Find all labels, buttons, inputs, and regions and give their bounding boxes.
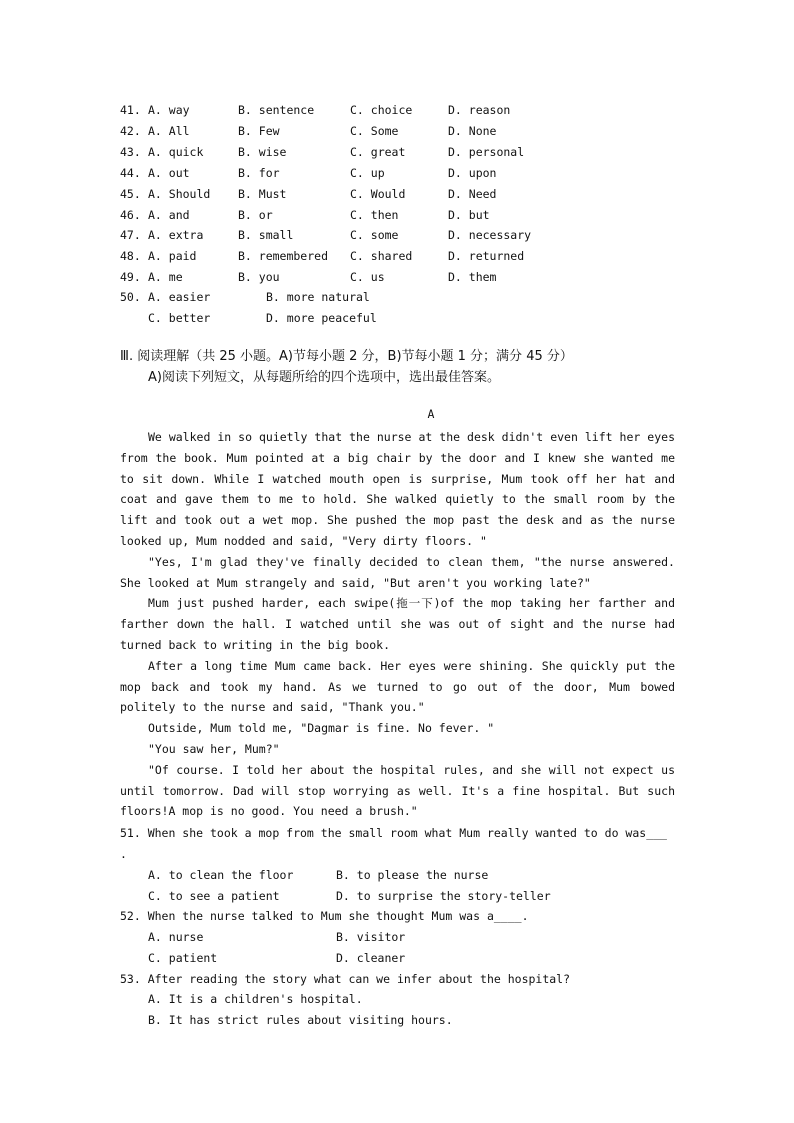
option-b: B. small	[238, 228, 294, 243]
option-a: A. nurse	[148, 930, 204, 944]
option-b: B. visitor	[336, 930, 406, 944]
option-d: D. them	[448, 270, 497, 285]
option-c: C. better	[148, 311, 211, 325]
option-b: B. for	[238, 165, 280, 180]
option-d: D. upon	[448, 165, 497, 180]
option-d: D. Need	[448, 186, 497, 201]
passage-body	[120, 427, 675, 822]
option-b: B. It has strict rules about visiting hours.	[148, 1013, 453, 1027]
option-b: B. wise	[238, 144, 287, 159]
option-a: A. quick	[148, 144, 204, 159]
option-b: B. Must	[238, 186, 287, 201]
paragraph: "Yes, I'm glad they've finally decided to clean them, "the nurse answered. She looked at Mum strangely and said, "But aren't you working late?"	[120, 554, 675, 590]
section-title: Ⅲ. 阅读理解（共 25 小题。A)节每小题 2 分，B)节每小题 1 分；满分 45 分）	[120, 349, 573, 364]
option-a: A. out	[148, 165, 190, 180]
passage-label: A	[427, 407, 435, 421]
question-stem-cont: .	[120, 846, 127, 861]
option-c: C. Some	[350, 123, 399, 138]
question-number: 45.	[120, 186, 141, 201]
question-stem: 51. When she took a mop from the small room what Mum really wanted to do was___	[120, 826, 667, 840]
option-a: A. and	[148, 207, 190, 222]
option-d: D. returned	[448, 249, 525, 264]
option-b: B. to please the nurse	[336, 868, 489, 882]
option-c: C. Would	[350, 186, 406, 201]
option-c: C. patient	[148, 951, 218, 965]
option-a: A. paid	[148, 249, 197, 264]
option-c: C. us	[350, 270, 385, 285]
option-a: A. easier	[148, 290, 211, 304]
option-d: D. more peaceful	[266, 311, 377, 325]
option-d: D. cleaner	[336, 951, 406, 965]
option-a: A. It is a children's hospital.	[148, 992, 363, 1006]
option-d: D. necessary	[448, 228, 532, 243]
question-number: 42.	[120, 123, 141, 138]
option-b: B. remembered	[238, 249, 329, 264]
option-d: D. None	[448, 123, 497, 138]
question-number: 49.	[120, 270, 141, 285]
option-a: A. extra	[148, 228, 204, 243]
option-c: C. to see a patient	[148, 889, 280, 903]
exam-page: 41. A. way B. sentence C. choice D. reason 42. A. All B. Few C. Some D. None 43. A. quick B. wise C. great D. personal 44. A. out B. for C. up D. upon 45. A. Should B. Must C. Would D. Need 46. A. and B. or C. then D. but 47. A. extra B. small C. some D. necessary 48. A. paid B. remembered C. shared D. returned 49. A. me B. you C. us D. them 50. A. easier B. more natural C. better D. more peaceful Ⅲ. 阅读理解（共 25 小题。A)节每小题 2 分，B)节每小题 1 分；满分 45 分） A)阅读下列短文，从每题所给的四个选项中，选出最佳答案。 A We walked in so quietly that the nurse at the desk didn't even lift her eyes from the book. Mum pointed at a big chair by the door and I knew she wanted me to sit down. While I watched mouth open is surprise, Mum took off her hat and coat and gave them to me to hold. She walked quietly to the small room by the lift and took out a wet mop. She pushed the mop past the desk and as the nurse looked up, Mum nodded and said, "Very dirty floors. " "Yes, I'm glad they've finally decided to clean them, "the nurse answered. She looked at Mum strangely and said, "But aren't you working late?" Mum just pushed harder, each swipe(拖一下)of the mop taking her farther and farther down the hall. I watched until she was out of sight and the nurse had turned back to writing in the big book. After a long time Mum came back. Her eyes were shining. She quickly put the mop back and took my hand. As we turned to go out of the door, Mum bowed politely to the nurse and said, "Thank you." Outside, Mum told me, "Dagmar is fine. No fever. " "You saw her, Mum?" "Of course. I told her about the hospital rules, and she will not expect us until tomorrow. Dad will stop worrying as well. It's a fine hospital. But such floors!A mop is no good. You need a brush." 51. When she took a mop from the small room what Mum really wanted to do was___ . A. to clean the floor B. to please the nurse C. to see a patient D. to surprise the story-teller 52. When the nurse talked to Mum she thought Mum was a____. A. nurse B. visitor C. patient D. cleaner 53. After reading the story what can we infer about the hospital? A. It is a children's hospital. B. It has strict rules about visiting hours.	[0, 0, 794, 1123]
paragraph: "You saw her, Mum?"	[148, 741, 280, 756]
option-d: D. to surprise the story-teller	[336, 889, 551, 903]
option-b: B. sentence	[238, 103, 315, 117]
paragraph: After a long time Mum came back. Her eyes were shining. She quickly put the mop back and took my hand. As we turned to go out of the door, Mum bowed politely to the nurse and said, "Thank you."	[120, 658, 675, 715]
option-c: C. up	[350, 165, 385, 180]
question-number: 44.	[120, 165, 141, 180]
option-a: A. Should	[148, 186, 211, 201]
question-number: 47.	[120, 228, 141, 243]
question-number: 41.	[120, 103, 141, 117]
option-b: B. Few	[238, 123, 280, 138]
option-a: A. me	[148, 270, 183, 285]
option-a: A. to clean the floor	[148, 868, 294, 882]
option-a: A. way	[148, 103, 190, 117]
option-d: D. personal	[448, 144, 525, 159]
question-number: 46.	[120, 207, 141, 222]
option-b: B. more natural	[266, 290, 370, 304]
section-instruction: A)阅读下列短文，从每题所给的四个选项中，选出最佳答案。	[148, 370, 500, 385]
option-c: C. choice	[350, 103, 413, 117]
question-51	[120, 823, 680, 865]
option-b: B. or	[238, 207, 273, 222]
paragraph: "Of course. I told her about the hospital rules, and she will not expect us until tomorrow. Dad will stop worrying as well. It's a fine hospital. But such floors!A mop is no good. You need a brush."	[120, 762, 675, 819]
option-d: D. reason	[448, 103, 511, 117]
option-c: C. then	[350, 207, 399, 222]
option-d: D. but	[448, 207, 490, 222]
paragraph: We walked in so quietly that the nurse at the desk didn't even lift her eyes from the book. Mum pointed at a big chair by the door and I knew she wanted me to sit down. While I watched mouth open is surprise, Mum took off her hat and coat and gave them to me to hold. She walked quietly to the small room by the lift and took out a wet mop. She pushed the mop past the desk and as the nurse looked up, Mum nodded and said, "Very dirty floors. "	[120, 430, 675, 548]
option-c: C. shared	[350, 249, 413, 264]
option-b: B. you	[238, 270, 280, 285]
paragraph: Outside, Mum told me, "Dagmar is fine. No fever. "	[148, 721, 495, 736]
question-number: 48.	[120, 249, 141, 264]
question-number: 43.	[120, 144, 141, 159]
option-c: C. some	[350, 228, 399, 243]
paragraph: Mum just pushed harder, each swipe(拖一下)of the mop taking her farther and farther down the hall. I watched until she was out of sight and the nurse had turned back to writing in the big book.	[120, 596, 675, 652]
option-a: A. All	[148, 123, 190, 138]
option-c: C. great	[350, 144, 406, 159]
